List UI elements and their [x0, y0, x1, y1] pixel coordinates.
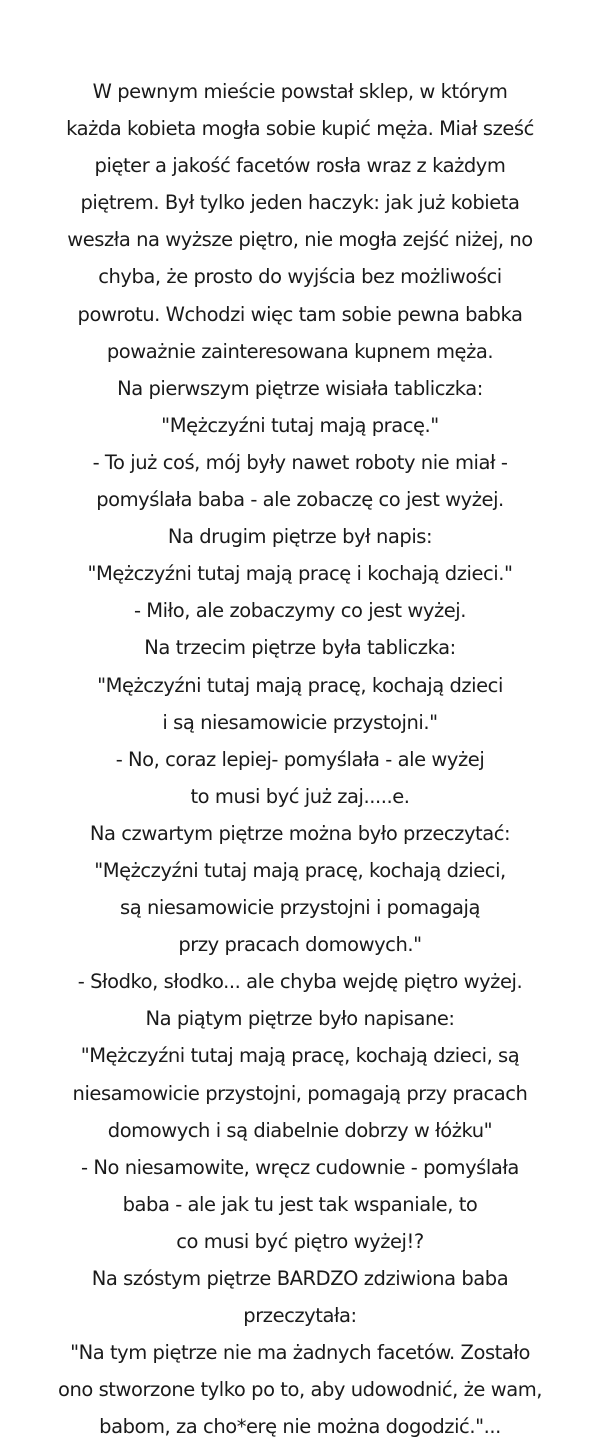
text-line: domowych i są diabelnie dobrzy w łóżku" [107, 1118, 493, 1142]
joke-text-block [0, 73, 600, 1445]
text-line: babom, za cho*erę nie można dogodzić."... [99, 1415, 501, 1439]
text-line: - Miło, ale zobaczymy co jest wyżej. [133, 599, 467, 623]
text-line: pomyślała baba - ale zobaczę co jest wyżej. [96, 488, 504, 512]
text-line: "Mężczyźni tutaj mają pracę, kochają dzieci, [94, 858, 506, 882]
text-line: i są niesamowicie przystojni." [162, 710, 438, 734]
text-line: "Mężczyźni tutaj mają pracę, kochają dzieci [97, 673, 503, 697]
text-line: Na czwartym piętrze można było przeczytać: [89, 821, 511, 845]
text-line: "Na tym piętrze nie ma żadnych facetów. Zostało [70, 1341, 530, 1365]
text-line: Na drugim piętrze był napis: [167, 525, 433, 549]
text-line: poważnie zainteresowana kupnem męża. [106, 339, 494, 363]
text-line: przeczytała: [243, 1304, 357, 1328]
text-line: to musi być już zaj.....e. [190, 784, 410, 808]
text-line: niesamowicie przystojni, pomagają przy pracach [72, 1081, 528, 1105]
text-line: każda kobieta mogła sobie kupić męża. Miał sześć [66, 117, 534, 141]
text-line: - No, coraz lepiej- pomyślała - ale wyżej [115, 747, 485, 771]
text-line: Na piątym piętrze było napisane: [145, 1007, 455, 1031]
text-line: Na pierwszym piętrze wisiała tabliczka: [117, 376, 483, 400]
text-line: co musi być piętro wyżej!? [176, 1229, 424, 1253]
text-line: weszła na wyższe piętro, nie mogła zejść niżej, no [67, 228, 533, 252]
text-line: ono stworzone tylko po to, aby udowodnić, że wam, [57, 1378, 542, 1402]
text-line: W pewnym mieście powstał sklep, w którym [92, 80, 508, 103]
text-line: "Mężczyźni tutaj mają pracę, kochają dzieci, są [80, 1044, 520, 1068]
text-line: piętrem. Był tylko jeden haczyk: jak już kobieta [80, 191, 520, 215]
text-line: pięter a jakość facetów rosła wraz z każdym [94, 154, 506, 178]
text-line: Na trzecim piętrze była tabliczka: [144, 636, 456, 660]
text-line: baba - ale jak tu jest tak wspaniale, to [122, 1192, 478, 1216]
text-line: - Słodko, słodko... ale chyba wejdę piętro wyżej. [77, 970, 523, 994]
text-line: "Mężczyźni tutaj mają pracę." [161, 413, 439, 437]
text-line: powrotu. Wchodzi więc tam sobie pewna babka [77, 302, 523, 326]
text-line: przy pracach domowych." [178, 933, 422, 957]
text-line: Na szóstym piętrze BARDZO zdziwiona baba [91, 1267, 509, 1290]
text-line: "Mężczyźni tutaj mają pracę i kochają dzieci." [87, 562, 513, 586]
text-line: są niesamowicie przystojni i pomagają [119, 896, 481, 920]
text-line: - No niesamowite, wręcz cudownie - pomyślała [81, 1155, 519, 1179]
text-line: - To już coś, mój były nawet roboty nie miał - [92, 450, 508, 474]
text-line: chyba, że prosto do wyjścia bez możliwości [98, 265, 502, 289]
